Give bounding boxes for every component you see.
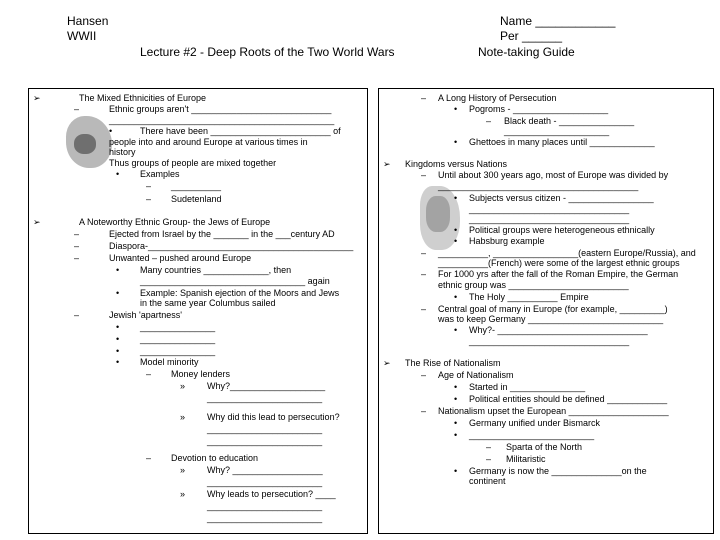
section-heading: A Long History of Persecution (438, 93, 557, 103)
note-line: Example: Spanish ejection of the Moors and Jews (140, 288, 340, 298)
dash: – (486, 116, 492, 126)
note-line: continent (469, 476, 506, 486)
bullet: • (454, 382, 458, 392)
arrow-bullet-icon: ➢ (383, 358, 391, 368)
note-line: Black death - _______________ (504, 116, 635, 126)
note-line: Why did this lead to persecution? (207, 412, 340, 422)
note-line: ________________________________________ (438, 181, 639, 191)
note-line: ________________________________ (469, 214, 630, 224)
dash: – (74, 229, 80, 239)
section-heading: A Noteworthy Ethnic Group- the Jews of Europe (79, 217, 271, 227)
note-line: was to keep Germany ___________________________ (438, 314, 664, 324)
note-line: Nationalism upset the European ____________________ (438, 406, 669, 416)
bullet: • (116, 346, 120, 356)
note-line: _______________ (140, 334, 216, 344)
bullet: • (109, 126, 113, 136)
note-line: Sudetenland (171, 194, 222, 204)
guillemet: » (180, 489, 186, 499)
note-line: Unwanted – pushed around Europe (109, 253, 252, 263)
note-line: Examples (140, 169, 180, 179)
guillemet: » (180, 412, 186, 422)
note-line: Money lenders (171, 369, 231, 379)
note-line: Age of Nationalism (438, 370, 514, 380)
note-line: Until about 300 years ago, most of Europe was divided by (438, 170, 669, 180)
note-line: __________(French) were some of the largest ethnic groups (438, 258, 680, 268)
note-line: Many countries _____________, then (140, 265, 292, 275)
dash: – (146, 453, 152, 463)
note-line: Jewish 'apartness' (109, 310, 182, 320)
bullet: • (454, 430, 458, 440)
dash: – (421, 248, 427, 258)
note-line: Thus groups of people are mixed together (109, 158, 277, 168)
dash: – (486, 454, 492, 464)
note-line: _____________________ (504, 126, 610, 136)
dash: – (421, 170, 427, 180)
note-line: ethnic group was ________________________ (438, 280, 629, 290)
note-line: Militaristic (506, 454, 546, 464)
note-line: Diaspora-_________________________________________ (109, 241, 354, 251)
bullet: • (116, 357, 120, 367)
note-line: people into and around Europe at various times in (109, 137, 308, 147)
note-line: Habsburg example (469, 236, 545, 246)
bullet: • (454, 325, 458, 335)
note-line: Ethnic groups aren't ____________________________ (109, 104, 332, 114)
dash: – (421, 370, 427, 380)
dash: – (421, 304, 427, 314)
note-line: _________________________________ again (140, 276, 330, 286)
arrow-bullet-icon: ➢ (383, 159, 391, 169)
bullet: • (116, 322, 120, 332)
note-line: Political entities should be defined ____________ (469, 394, 668, 404)
dash: – (421, 406, 427, 416)
bullet: • (454, 466, 458, 476)
note-line: Pogroms - ___________________ (469, 104, 609, 114)
guillemet: » (180, 465, 186, 475)
note-line: For 1000 yrs after the fall of the Roman Empire, the German (438, 269, 679, 279)
dash: – (74, 241, 80, 251)
note-line: There have been ________________________ of (140, 126, 341, 136)
arrow-bullet-icon: ➢ (33, 217, 41, 227)
note-line: _______________ (140, 322, 216, 332)
note-line: in the same year Columbus sailed (140, 298, 276, 308)
period-field: Per ______ (500, 29, 563, 43)
note-line: _______________________ (207, 424, 323, 434)
dash: – (74, 104, 80, 114)
note-line: __________, _________________(eastern Europe/Russia), and (438, 248, 696, 258)
note-line: Why? __________________ (207, 465, 323, 475)
note-line: _________________________ (469, 430, 595, 440)
note-line: Ghettoes in many places until _____________ (469, 137, 655, 147)
bullet: • (454, 292, 458, 302)
note-line: Germany is now the ______________on the (469, 466, 647, 476)
dash: – (486, 442, 492, 452)
note-line: Why?___________________ (207, 381, 326, 391)
note-line: Model minority (140, 357, 199, 367)
dash: – (146, 369, 152, 379)
section-heading: The Mixed Ethnicities of Europe (79, 93, 207, 103)
bullet: • (116, 169, 120, 179)
note-line: Why?- ______________________________ (469, 325, 648, 335)
note-line: history (109, 147, 136, 157)
course: WWII (67, 29, 97, 43)
dash: – (421, 93, 427, 103)
dash: – (146, 194, 152, 204)
note-line: _______________________ (207, 501, 323, 511)
bullet: • (454, 137, 458, 147)
bullet: • (116, 288, 120, 298)
note-line: _______________________ (207, 436, 323, 446)
note-line: Why leads to persecution? ____ (207, 489, 336, 499)
note-line: Political groups were heterogeneous ethnically (469, 225, 655, 235)
guide-title: Note-taking Guide (478, 45, 575, 59)
name-field: Name ____________ (500, 14, 616, 28)
dash: – (74, 310, 80, 320)
note-line: Central goal of many in Europe (for example, _________) (438, 304, 668, 314)
bullet: • (454, 418, 458, 428)
bullet: • (116, 334, 120, 344)
note-line: Ejected from Israel by the _______ in the ___century AD (109, 229, 335, 239)
arrow-bullet-icon: ➢ (33, 93, 41, 103)
author: Hansen (67, 14, 109, 28)
dash: – (421, 269, 427, 279)
note-line: ________________________________ (469, 204, 630, 214)
section-heading: The Rise of Nationalism (405, 358, 501, 368)
note-line: __________ (171, 181, 222, 191)
note-line: _______________________ (207, 513, 323, 523)
note-line: Devotion to education (171, 453, 259, 463)
dash: – (74, 253, 80, 263)
guillemet: » (180, 381, 186, 391)
note-line: Started in _______________ (469, 382, 586, 392)
note-line: Germany unified under Bismarck (469, 418, 601, 428)
bullet: • (454, 236, 458, 246)
bullet: • (454, 225, 458, 235)
note-line: ________________________________ (469, 336, 630, 346)
bullet: • (454, 193, 458, 203)
section-heading: Kingdoms versus Nations (405, 159, 508, 169)
note-line: Subjects versus citizen - _________________ (469, 193, 654, 203)
page-title: Lecture #2 - Deep Roots of the Two World Wars (140, 45, 395, 59)
note-line: _______________________ (207, 393, 323, 403)
note-line: Sparta of the North (506, 442, 583, 452)
bullet: • (116, 265, 120, 275)
note-line: _______________________ (207, 477, 323, 487)
note-line: _____________________________________________ (109, 115, 335, 125)
note-line: _______________ (140, 346, 216, 356)
note-line: The Holy __________ Empire (469, 292, 589, 302)
dash: – (146, 181, 152, 191)
bullet: • (454, 104, 458, 114)
bullet: • (454, 394, 458, 404)
